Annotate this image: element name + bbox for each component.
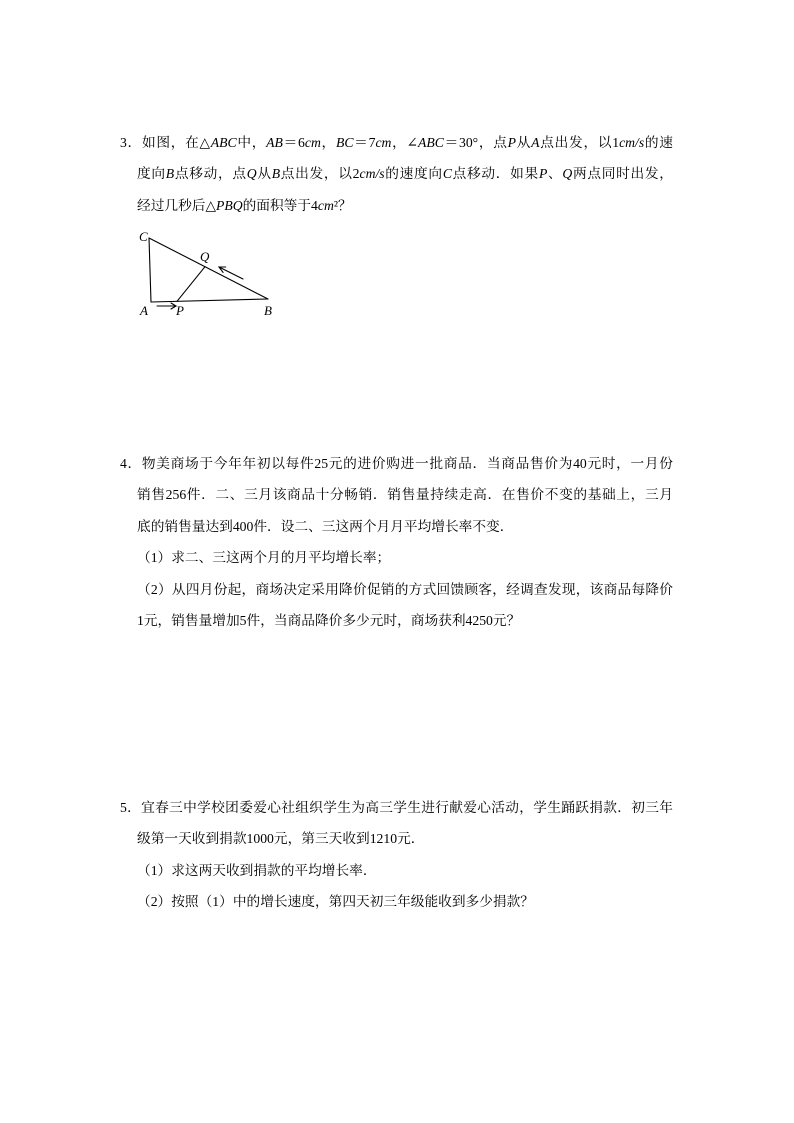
math-variable-run: cm <box>304 135 321 150</box>
problem-4-line-1 <box>120 448 673 479</box>
math-variable-run: B <box>271 166 281 182</box>
problem-3 <box>120 127 673 221</box>
text-run: 点移动，点 <box>174 166 247 182</box>
math-variable-run: AB <box>266 135 283 150</box>
math-variable-run: A <box>531 135 540 150</box>
text-run: 点出发，以2 <box>280 166 360 182</box>
side-ab <box>151 299 268 302</box>
segment-pq <box>177 267 205 302</box>
text-run: 1元，销售量增加5件，当商品降价多少元时，商场获利4250元？ <box>137 612 521 628</box>
math-variable-run: P <box>538 166 548 182</box>
math-variable-run: cm <box>375 135 392 150</box>
text-run: （1）求二、三这两个月的月平均增长率； <box>137 550 391 566</box>
text-run: 的面积等于4 <box>242 197 318 213</box>
text-run: （2）从四月份起，商场决定采用降价促销的方式回馈顾客，经调查发现，该商品每降价 <box>137 581 673 597</box>
problem-5 <box>120 792 673 918</box>
text-run: 从 <box>516 135 532 150</box>
vertex-label-c: C <box>139 229 148 244</box>
point-label-q: Q <box>200 249 210 264</box>
text-run: ， <box>320 135 336 150</box>
text-run: ＝6 <box>282 135 305 150</box>
text-run: 点出发，以1 <box>539 135 620 150</box>
problem-5-subquestion-2 <box>120 886 673 917</box>
side-ca <box>149 238 151 302</box>
arrow-q-direction-icon <box>219 267 243 279</box>
math-variable-run: Q <box>246 166 257 182</box>
text-run: （2）按照（1）中的增长速度，第四天初三年级能收到多少捐款？ <box>137 894 534 910</box>
text-run: 、 <box>547 166 563 182</box>
text-run: ＝30°，点 <box>443 135 508 150</box>
problem-4-subquestion-2-cont <box>120 605 673 636</box>
text-run: 从 <box>256 166 272 182</box>
problem-5-line-1 <box>120 792 673 823</box>
problem-5-line-2 <box>120 823 673 854</box>
text-run: 点移动．如果 <box>451 166 539 182</box>
side-cb <box>149 238 268 299</box>
math-variable-run: C <box>442 166 452 182</box>
text-run: 中， <box>236 135 267 150</box>
math-variable-run: cm/s <box>359 166 385 182</box>
problem-3-line-1 <box>120 127 673 158</box>
text-run: 销售256件．二、三月该商品十分畅销．销售量持续走高．在售价不变的基础上，三月 <box>137 487 673 503</box>
text-run: 级第一天收到捐款1000元，第三天收到1210元． <box>137 831 425 847</box>
problem-3-line-2 <box>120 158 673 189</box>
math-variable-run: ABC <box>210 135 237 150</box>
problem-4-line-2 <box>120 479 673 510</box>
point-label-p: P <box>176 303 184 318</box>
problem-4-line-3 <box>120 511 673 542</box>
math-variable-run: BC <box>335 135 354 150</box>
math-variable-run: cm/s <box>619 135 645 150</box>
text-run: 3．如图，在△ <box>120 135 211 150</box>
text-run: 的速度向 <box>384 166 443 182</box>
math-variable-run: cm <box>317 197 334 213</box>
text-run: ，∠ <box>391 135 418 150</box>
math-variable-run: ABC <box>418 135 444 150</box>
text-run: 经过几秒后△ <box>137 197 216 213</box>
text-run: 底的销售量达到400件．设二、三这两个月月平均增长率不变． <box>137 518 514 534</box>
text-run: 的速 <box>644 135 673 150</box>
math-variable-run: Q <box>562 166 573 182</box>
arrow-p-direction-icon <box>157 303 176 309</box>
text-run: （1）求这两天收到捐款的平均增长率． <box>137 862 377 878</box>
text-run: 两点同时出发， <box>572 166 673 182</box>
problem-4-subquestion-2 <box>120 574 673 605</box>
text-run: 5．宜春三中学校团委爱心社组织学生为高三学生进行献爱心活动，学生踊跃捐款．初三年 <box>120 800 673 815</box>
vertex-label-a: A <box>140 303 148 318</box>
text-run: ＝7 <box>353 135 376 150</box>
problem-4-subquestion-1 <box>120 542 673 573</box>
math-variable-run: PBQ <box>215 197 243 213</box>
text-run: ²？ <box>333 197 352 213</box>
text-run: 度向 <box>137 166 166 182</box>
problem-3-line-3 <box>120 190 673 221</box>
problem-4 <box>120 448 673 636</box>
triangle-abc-figure <box>130 225 290 320</box>
text-run: 4．物美商场于今年年初以每件25元的进价购进一批商品．当商品售价为40元时，一月份 <box>120 456 673 471</box>
math-variable-run: P <box>507 135 517 150</box>
vertex-label-b: B <box>264 303 272 318</box>
math-variable-run: B <box>165 166 175 182</box>
problem-5-subquestion-1 <box>120 855 673 886</box>
